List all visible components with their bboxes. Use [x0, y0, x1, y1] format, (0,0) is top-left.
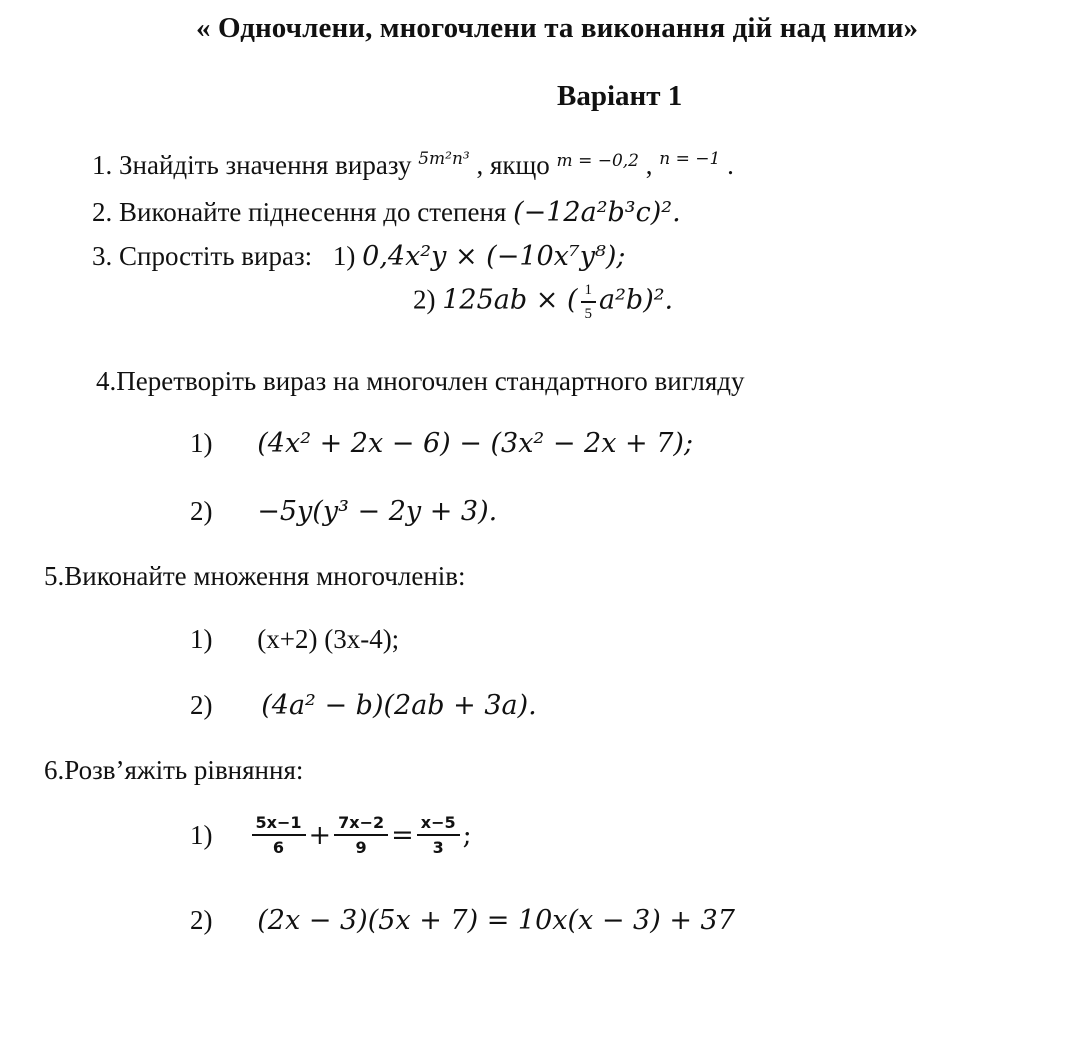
- task-3-item-2-expression-end: a²b)².: [599, 284, 674, 316]
- task-6: 6.Розв’яжіть рівняння:: [44, 755, 304, 785]
- task-3-item-2: [413, 283, 673, 322]
- task-3-item-2-expression-start: 125ab × (: [442, 284, 578, 316]
- task-1-end: .: [727, 150, 734, 180]
- task-3-item-2-fraction-numerator: 1: [581, 283, 597, 303]
- task-4-item-1-number: 1): [190, 428, 213, 458]
- task-4-item-1-expression: (4x² + 2x − 6) − (3x² − 2x + 7);: [257, 428, 694, 459]
- task-1-text: 1. Знайдіть значення виразу: [92, 150, 412, 180]
- task-6-item-1: [190, 815, 472, 856]
- task-6-fraction-3: [417, 815, 460, 856]
- variant-heading: Варіант 1: [557, 80, 683, 112]
- task-6-fraction-1: [252, 815, 306, 856]
- task-4-item-2-number: 2): [190, 496, 213, 526]
- task-3-item-1-expression: 0,4x²y × (−10x⁷y⁸);: [362, 241, 626, 272]
- task-6-item-2-number: 2): [190, 905, 213, 935]
- task-1-condition-n: n = −1: [659, 149, 721, 169]
- task-2-expression: (−12a²b³c)².: [513, 197, 681, 228]
- task-4-item-1: [190, 428, 693, 459]
- task-5-item-1-number: 1): [190, 624, 213, 654]
- task-6-fraction-3-denominator: 3: [432, 838, 444, 857]
- task-4-item-2: [190, 496, 497, 527]
- task-6-fraction-1-denominator: 6: [272, 838, 285, 857]
- task-6-plus: +: [308, 820, 332, 851]
- task-2-text: 2. Виконайте піднесення до степеня: [92, 197, 507, 227]
- task-5: 5.Виконайте множення многочленів:: [44, 561, 466, 591]
- task-3-item-2-number: 2): [413, 284, 436, 315]
- task-6-fraction-3-numerator: x−5: [417, 815, 460, 836]
- task-6-item-1-number: 1): [190, 820, 213, 850]
- task-6-item-1-end: ;: [462, 820, 472, 851]
- task-6-item-2-expression: (2x − 3)(5x + 7) = 10x(x − 3) + 37: [257, 905, 735, 936]
- task-5-item-1: [190, 624, 399, 655]
- task-3-text: 3. Спростіть вираз:: [92, 241, 313, 271]
- task-3-item-1-number: 1): [332, 241, 356, 271]
- task-5-item-2-number: 2): [190, 690, 213, 720]
- task-1-separator: ,: [645, 150, 653, 180]
- task-4-item-2-expression: −5y(y³ − 2y + 3).: [257, 496, 498, 527]
- task-1: [92, 150, 734, 181]
- task-1-condition-word: , якщо: [476, 150, 550, 180]
- task-1-condition-m: m = −0,2: [556, 151, 639, 171]
- task-6-fraction-1-numerator: 5x−1: [252, 815, 306, 836]
- task-6-equals: =: [391, 820, 414, 851]
- task-4: 4.Перетворіть вираз на многочлен стандартного вигляду: [96, 366, 745, 396]
- task-6-item-2: [190, 905, 735, 936]
- task-2: [92, 197, 681, 228]
- task-5-item-2: [190, 690, 537, 721]
- task-6-fraction-2-numerator: 7x−2: [334, 815, 388, 836]
- document-title: « Одночлени, многочлени та виконання дій над ними»: [196, 12, 919, 44]
- task-6-fraction-2: [334, 815, 388, 856]
- task-3: [92, 241, 625, 272]
- task-3-item-2-fraction-denominator: 5: [584, 306, 592, 322]
- task-6-fraction-2-denominator: 9: [355, 838, 367, 857]
- task-3-item-2-fraction: [581, 283, 597, 322]
- task-5-item-1-expression: (x+2) (3x-4);: [257, 624, 400, 654]
- task-5-item-2-expression: (4a² − b)(2ab + 3a).: [261, 690, 537, 721]
- task-1-expression: 5m²n³: [418, 149, 470, 169]
